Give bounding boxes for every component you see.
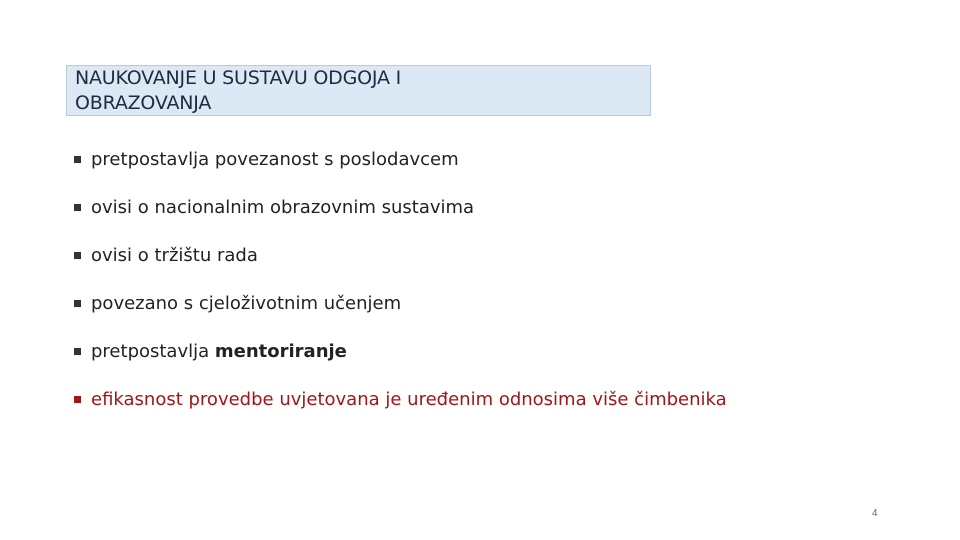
square-bullet-icon (74, 252, 81, 259)
bullet-item-2 (74, 196, 727, 244)
bullet-text-bold: mentoriranje (214, 341, 347, 362)
slide-title-box (66, 65, 651, 116)
bullet-item-1 (74, 148, 727, 196)
square-bullet-icon (74, 156, 81, 163)
bullet-item-4 (74, 292, 727, 340)
bullet-text: efikasnost provedbe uvjetovana je uređenim odnosima više čimbenika (91, 389, 727, 410)
bullet-item-6 (74, 388, 727, 436)
bullet-text: pretpostavlja (91, 341, 215, 362)
bullet-text: pretpostavlja povezanost s poslodavcem (91, 149, 459, 170)
bullet-list (74, 148, 727, 436)
slide-title (75, 66, 650, 116)
bullet-text: povezano s cjeloživotnim učenjem (91, 293, 402, 314)
bullet-text: ovisi o tržištu rada (91, 245, 258, 266)
square-bullet-icon (74, 348, 81, 355)
bullet-item-5 (74, 340, 727, 388)
bullet-text: ovisi o nacionalnim obrazovnim sustavima (91, 197, 475, 218)
bullet-item-3 (74, 244, 727, 292)
square-bullet-icon (74, 300, 81, 307)
title-line-1: NAUKOVANJE U SUSTAVU ODGOJA I (75, 67, 402, 89)
square-bullet-icon (74, 396, 81, 403)
square-bullet-icon (74, 204, 81, 211)
page-number: 4 (872, 508, 878, 519)
title-line-2: OBRAZOVANJA (75, 92, 212, 114)
